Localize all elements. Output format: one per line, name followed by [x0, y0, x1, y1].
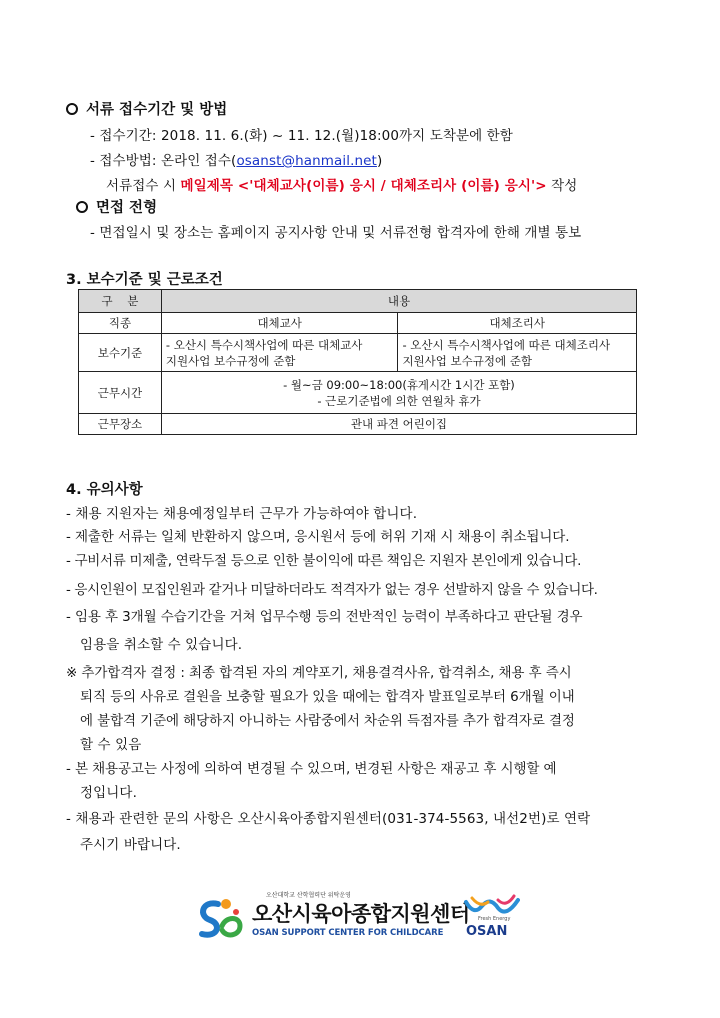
circle-bullet-icon	[76, 201, 88, 213]
subject-suffix: 작성	[546, 178, 578, 194]
pay-teacher-line1: - 오산시 특수시책사업에 따른 대체교사	[165, 337, 363, 352]
docs-method-prefix: - 접수방법: 온라인 접수(	[90, 153, 237, 169]
row-label-location: 근무장소	[79, 414, 162, 435]
docs-subject-note	[106, 174, 577, 194]
note-line-2: 퇴직 등의 사유로 결원을 보충할 필요가 있을 때에는 합격자 발표일로부터 6개월 이내	[80, 689, 575, 705]
logo-name-en: OSAN SUPPORT CENTER FOR CHILDCARE	[252, 928, 444, 938]
cell-substitute-cook: 대체조리사	[398, 313, 637, 334]
section4-title: 4. 유의사항	[66, 482, 143, 498]
table-header-content: 내용	[161, 290, 636, 313]
table-row	[79, 313, 637, 334]
docs-method	[90, 149, 382, 169]
subject-prefix: 서류접수 시	[106, 178, 181, 194]
note-line-1: ※ 추가합격자 결정 : 최종 합격된 자의 계약포기, 채용결격사유, 합격취소, 채용 후 즉시	[66, 665, 572, 681]
cell-hours	[161, 372, 636, 414]
osan-city-mark-icon	[464, 894, 520, 918]
table-row	[79, 414, 637, 435]
row-label-job: 직종	[79, 313, 162, 334]
section-interview-title	[76, 196, 157, 217]
logo-name-ko: 오산시육아종합지원센터	[252, 902, 470, 926]
notice-line-4: - 응시인원이 모집인원과 같거나 미달하더라도 적격자가 없는 경우 선발하지 않을 수 있습니다.	[66, 582, 598, 598]
logo-tagline: 오산대학교 산학협력단 위탁운영	[266, 892, 351, 899]
section3-title: 3. 보수기준 및 근로조건	[66, 272, 223, 288]
cell-substitute-teacher: 대체교사	[161, 313, 398, 334]
note-line-4: 할 수 있음	[80, 737, 142, 753]
center-logo	[192, 890, 532, 950]
interview-text: - 면접일시 및 장소는 홈페이지 공지사항 안내 및 서류전형 합격자에 한해 개별 통보	[90, 225, 582, 241]
notice-line-7b: 주시기 바랍니다.	[80, 837, 181, 853]
notice-line-1: - 채용 지원자는 채용예정일부터 근무가 가능하여야 합니다.	[66, 506, 418, 522]
subject-highlight: 메일제목 <'대체교사(이름) 응시 / 대체조리사 (이름) 응시'>	[180, 178, 547, 194]
osan-city-name: OSAN	[466, 924, 508, 939]
table-header-row	[79, 290, 637, 313]
notice-line-6a: - 본 채용공고는 사정에 의하여 변경될 수 있으며, 변경된 사항은 재공고 후 시행할 예	[66, 761, 557, 777]
docs-period: - 접수기간: 2018. 11. 6.(화) ~ 11. 12.(월)18:00까지 도착분에 한함	[90, 128, 513, 144]
note-line-3: 에 불합격 기준에 해당하지 아니하는 사람중에서 차순위 득점자를 추가 합격자로 결정	[80, 713, 575, 729]
email-link[interactable]: osanst@hanmail.net	[236, 153, 377, 169]
pay-table	[78, 289, 637, 435]
notice-line-3: - 구비서류 미제출, 연락두절 등으로 인한 불이익에 따른 책임은 지원자 본인에게 있습니다.	[66, 553, 582, 569]
cell-pay-cook	[398, 334, 637, 372]
center-logo-icon	[192, 890, 248, 946]
notice-line-2: - 제출한 서류는 일체 반환하지 않으며, 응시원서 등에 허위 기재 시 채용이 취소됩니다.	[66, 529, 570, 545]
osan-city-tag: Fresh Energy	[478, 916, 511, 922]
circle-bullet-icon	[66, 103, 78, 115]
cell-location: 관내 파견 어린이집	[161, 414, 636, 435]
pay-teacher-line2: 지원사업 보수규정에 준함	[165, 353, 296, 368]
row-label-hours: 근무시간	[79, 372, 162, 414]
notice-line-6b: 정입니다.	[80, 785, 137, 801]
row-label-pay: 보수기준	[79, 334, 162, 372]
pay-cook-line1: - 오산시 특수시책사업에 따른 대체조리사	[402, 337, 611, 352]
docs-method-suffix: )	[376, 153, 383, 169]
section-docs-title	[66, 98, 227, 119]
notice-line-5b: 임용을 취소할 수 있습니다.	[80, 637, 243, 653]
hours-line2: - 근로기준법에 의한 연월차 휴가	[317, 393, 481, 408]
notice-line-5a: - 임용 후 3개월 수습기간을 거쳐 업무수행 등의 전반적인 능력이 부족하다고 판단될 경우	[66, 609, 583, 625]
table-row	[79, 372, 637, 414]
section-docs-title-text: 서류 접수기간 및 방법	[86, 102, 228, 118]
cell-pay-teacher	[161, 334, 398, 372]
pay-cook-line2: 지원사업 보수규정에 준함	[402, 353, 532, 368]
table-header-category: 구 분	[79, 290, 162, 313]
section-interview-title-text: 면접 전형	[96, 200, 158, 216]
notice-line-7a: - 채용과 관련한 문의 사항은 오산시육아종합지원센터(031-374-5563, 내선2번)로 연락	[66, 811, 591, 827]
table-row	[79, 334, 637, 372]
hours-line1: - 월~금 09:00~18:00(휴게시간 1시간 포함)	[283, 377, 515, 392]
